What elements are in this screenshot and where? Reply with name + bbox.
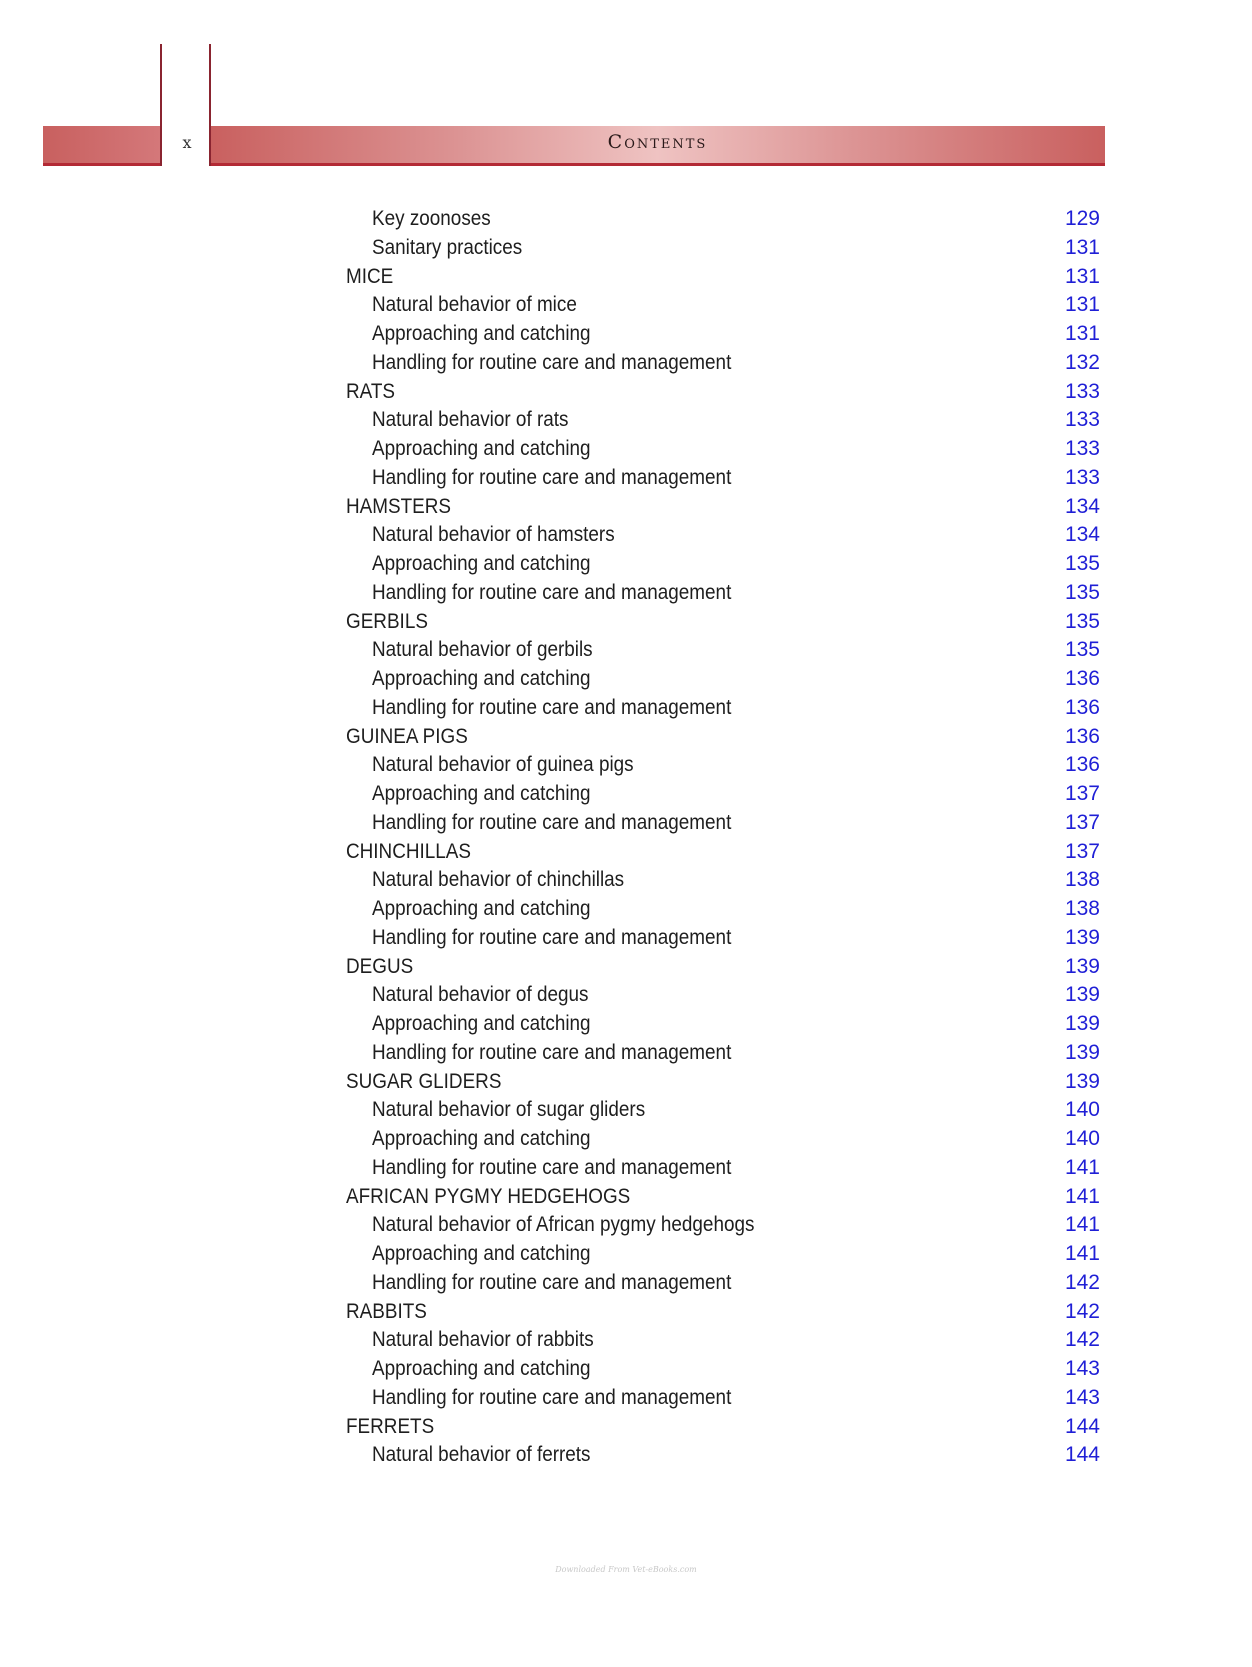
toc-entry-label: AFRICAN PYGMY HEDGEHOGS — [346, 1184, 631, 1208]
toc-section[interactable] — [346, 1298, 1100, 1327]
toc-entry-label: Natural behavior of guinea pigs — [372, 753, 634, 777]
toc-entry[interactable] — [346, 1125, 1100, 1154]
toc-entry-label: Natural behavior of ferrets — [372, 1443, 591, 1467]
toc-page-link[interactable]: 139 — [1064, 983, 1100, 1007]
toc-page-link[interactable]: 138 — [1064, 868, 1100, 892]
toc-section[interactable] — [346, 953, 1100, 982]
toc-entry-label: Key zoonoses — [372, 207, 491, 230]
toc-page-link[interactable]: 134 — [1064, 494, 1100, 518]
toc-entry-label: Handling for routine care and management — [372, 1155, 732, 1179]
toc-page-link[interactable]: 144 — [1064, 1443, 1100, 1467]
toc-entry[interactable] — [346, 780, 1100, 809]
running-head: Contents — [607, 131, 708, 153]
toc-entry[interactable] — [346, 550, 1100, 579]
toc-page-link[interactable]: 141 — [1064, 1242, 1100, 1265]
toc-entry-label: GERBILS — [346, 609, 428, 633]
header-divider-left — [160, 44, 162, 166]
toc-entry-label: Natural behavior of mice — [372, 293, 577, 317]
toc-section[interactable] — [346, 838, 1100, 867]
toc-entry-label: CHINCHILLAS — [346, 839, 471, 863]
toc-page-link[interactable]: 135 — [1064, 609, 1100, 633]
toc-entry-label: Approaching and catching — [372, 782, 591, 805]
toc-entry-label: Handling for routine care and management — [372, 1385, 732, 1409]
toc-entry[interactable] — [346, 809, 1100, 838]
toc-section[interactable] — [346, 1068, 1100, 1097]
toc-entry-label: Handling for routine care and management — [372, 465, 732, 489]
toc-entry[interactable] — [346, 1441, 1100, 1470]
toc-entry[interactable] — [346, 464, 1100, 493]
toc-entry[interactable] — [346, 1039, 1100, 1068]
toc-page-link[interactable]: 141 — [1064, 1213, 1100, 1237]
toc-section[interactable] — [346, 1413, 1100, 1442]
toc-entry-label: Handling for routine care and management — [372, 695, 732, 719]
toc-page-link[interactable]: 143 — [1064, 1357, 1100, 1380]
toc-page-link[interactable]: 137 — [1064, 782, 1100, 805]
toc-entry[interactable] — [346, 694, 1100, 723]
toc-page-link[interactable]: 136 — [1064, 753, 1100, 777]
page-number: x — [182, 133, 192, 152]
toc-entry-label: DEGUS — [346, 954, 414, 978]
toc-page-link[interactable]: 144 — [1064, 1414, 1100, 1438]
toc-entry[interactable] — [346, 406, 1100, 435]
toc-page-link[interactable]: 135 — [1064, 552, 1100, 575]
toc-entry-label: RABBITS — [346, 1299, 427, 1323]
toc-entry[interactable] — [346, 435, 1100, 464]
toc-entry-label: Natural behavior of rabbits — [372, 1328, 594, 1352]
toc-entry-label: FERRETS — [346, 1414, 435, 1438]
toc-entry[interactable] — [346, 866, 1100, 895]
toc-page-link[interactable]: 141 — [1064, 1155, 1100, 1179]
toc-entry[interactable] — [346, 981, 1100, 1010]
toc-entry-label: MICE — [346, 264, 394, 288]
toc-page-link[interactable]: 139 — [1064, 954, 1100, 978]
toc-page-link[interactable]: 136 — [1064, 667, 1100, 690]
toc-section[interactable] — [346, 1183, 1100, 1212]
toc-entry[interactable] — [346, 636, 1100, 665]
toc-entry[interactable] — [346, 1384, 1100, 1413]
toc-entry[interactable] — [346, 291, 1100, 320]
toc-entry[interactable] — [346, 320, 1100, 349]
toc-page-link[interactable]: 139 — [1064, 1069, 1100, 1093]
toc-entry-label: Natural behavior of chinchillas — [372, 868, 625, 892]
toc-page-link[interactable]: 133 — [1064, 408, 1100, 432]
toc-entry[interactable] — [346, 1269, 1100, 1298]
toc-entry-label: SUGAR GLIDERS — [346, 1069, 502, 1093]
toc-page-link[interactable]: 136 — [1064, 695, 1100, 719]
toc-section[interactable] — [346, 723, 1100, 752]
toc-page-link[interactable]: 131 — [1064, 264, 1100, 288]
toc-page-link[interactable]: 135 — [1064, 580, 1100, 604]
toc-page-link[interactable]: 139 — [1064, 1012, 1100, 1035]
toc-entry[interactable] — [346, 924, 1100, 953]
toc-entry[interactable] — [346, 1326, 1100, 1355]
toc-section[interactable] — [346, 493, 1100, 522]
toc-page-link[interactable]: 139 — [1064, 1040, 1100, 1064]
toc-page-link[interactable]: 139 — [1064, 925, 1100, 949]
toc-page-link[interactable]: 131 — [1064, 322, 1100, 345]
toc-entry[interactable] — [346, 1096, 1100, 1125]
toc-page-link[interactable]: 133 — [1064, 437, 1100, 460]
footer-watermark: Downloaded From Vet-eBooks.com — [555, 1565, 697, 1574]
toc-entry-label: Handling for routine care and management — [372, 925, 732, 949]
toc-page-link[interactable]: 140 — [1064, 1127, 1100, 1150]
toc-entry-label: Natural behavior of African pygmy hedgehogs — [372, 1213, 755, 1237]
toc-entry-label: Sanitary practices — [372, 235, 523, 259]
toc-section[interactable] — [346, 608, 1100, 637]
toc-page-link[interactable]: 138 — [1064, 897, 1100, 920]
toc-entry-label: Handling for routine care and management — [372, 1040, 732, 1064]
toc-page-link[interactable]: 129 — [1064, 207, 1100, 230]
toc-entry-label: Natural behavior of sugar gliders — [372, 1098, 646, 1122]
toc-entry-label: Approaching and catching — [372, 437, 591, 460]
toc-page-link[interactable]: 141 — [1064, 1184, 1100, 1208]
toc-page-link[interactable]: 142 — [1064, 1270, 1100, 1294]
toc-entry-label: Approaching and catching — [372, 1012, 591, 1035]
toc-page-link[interactable]: 134 — [1064, 523, 1100, 547]
toc-entry[interactable] — [346, 665, 1100, 694]
toc-page-link[interactable]: 136 — [1064, 724, 1100, 748]
toc-entry[interactable] — [346, 234, 1100, 263]
toc-entry-label: Approaching and catching — [372, 667, 591, 690]
toc-entry[interactable] — [346, 1211, 1100, 1240]
toc-entry-label: Natural behavior of rats — [372, 408, 569, 432]
toc-page-link[interactable]: 131 — [1064, 293, 1100, 317]
toc-entry[interactable] — [346, 1355, 1100, 1384]
toc-page-link[interactable]: 132 — [1064, 350, 1100, 374]
toc-page-link[interactable]: 137 — [1064, 810, 1100, 834]
toc-entry-label: Handling for routine care and management — [372, 810, 732, 834]
toc-entry[interactable] — [346, 521, 1100, 550]
table-of-contents — [346, 205, 1100, 1470]
toc-page-link[interactable]: 137 — [1064, 839, 1100, 863]
toc-page-link[interactable]: 133 — [1064, 379, 1100, 403]
toc-entry[interactable] — [346, 1010, 1100, 1039]
toc-section[interactable] — [346, 263, 1100, 292]
toc-page-link[interactable]: 140 — [1064, 1098, 1100, 1122]
toc-entry-label: Handling for routine care and management — [372, 580, 732, 604]
toc-entry[interactable] — [346, 751, 1100, 780]
toc-entry[interactable] — [346, 1240, 1100, 1269]
toc-page-link[interactable]: 131 — [1064, 235, 1100, 259]
toc-entry-label: Natural behavior of degus — [372, 983, 589, 1007]
toc-entry-label: RATS — [346, 379, 396, 403]
toc-entry[interactable] — [346, 1154, 1100, 1183]
toc-entry-label: Approaching and catching — [372, 1242, 591, 1265]
toc-section[interactable] — [346, 378, 1100, 407]
toc-page-link[interactable]: 135 — [1064, 638, 1100, 662]
toc-entry-label: HAMSTERS — [346, 494, 452, 518]
toc-entry-label: GUINEA PIGS — [346, 724, 468, 748]
toc-page-link[interactable]: 143 — [1064, 1385, 1100, 1409]
toc-entry[interactable] — [346, 895, 1100, 924]
toc-entry-label: Approaching and catching — [372, 897, 591, 920]
toc-entry[interactable] — [346, 579, 1100, 608]
toc-page-link[interactable]: 142 — [1064, 1299, 1100, 1323]
toc-entry-label: Natural behavior of gerbils — [372, 638, 593, 662]
toc-entry-label: Natural behavior of hamsters — [372, 523, 615, 547]
toc-entry[interactable] — [346, 205, 1100, 234]
toc-entry-label: Handling for routine care and management — [372, 350, 732, 374]
toc-entry-label: Handling for routine care and management — [372, 1270, 732, 1294]
header-band-left — [43, 126, 161, 166]
toc-page-link[interactable]: 142 — [1064, 1328, 1100, 1352]
toc-entry-label: Approaching and catching — [372, 1127, 591, 1150]
toc-entry-label: Approaching and catching — [372, 552, 591, 575]
toc-entry[interactable] — [346, 349, 1100, 378]
toc-page-link[interactable]: 133 — [1064, 465, 1100, 489]
toc-entry-label: Approaching and catching — [372, 322, 591, 345]
toc-entry-label: Approaching and catching — [372, 1357, 591, 1380]
